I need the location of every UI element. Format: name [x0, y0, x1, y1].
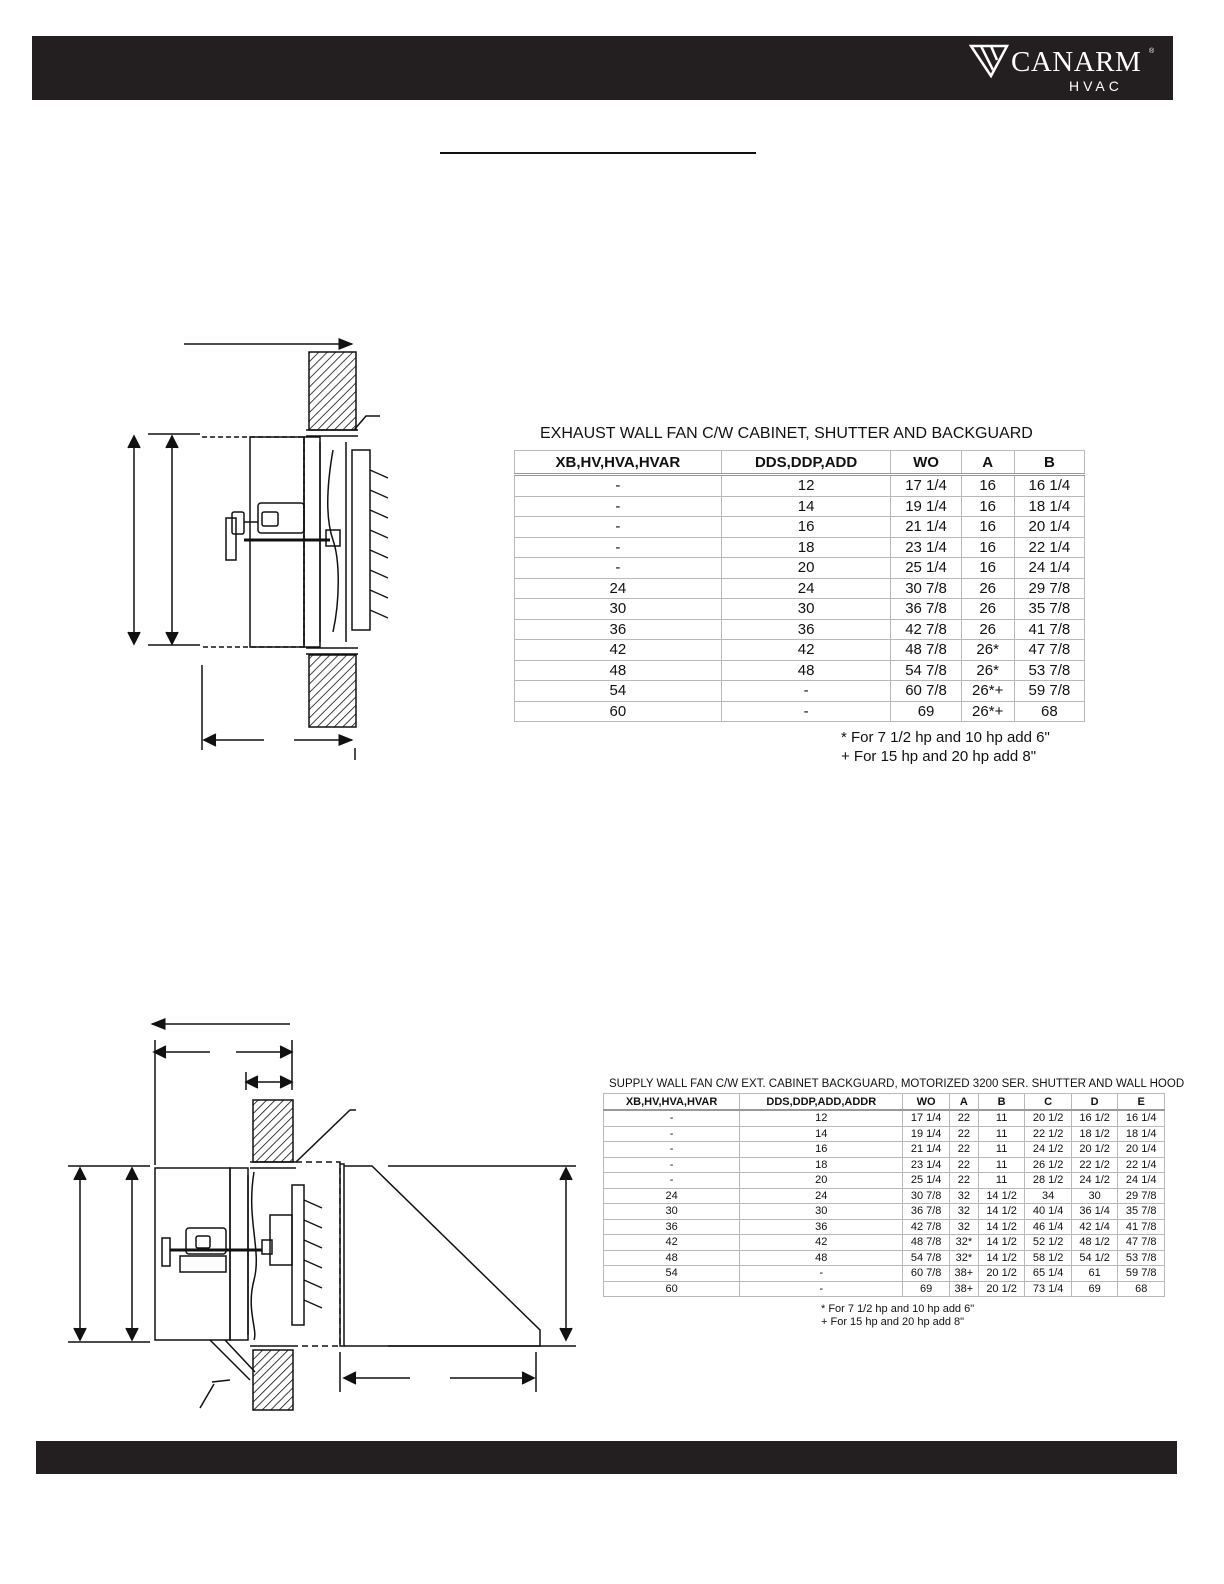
table-cell: 16 1/4: [1014, 475, 1084, 497]
table-cell: 16: [961, 537, 1014, 558]
table-cell: 21 1/4: [891, 517, 961, 538]
table-row: [515, 517, 1085, 538]
table-cell: 32: [949, 1219, 978, 1235]
table-cell: 41 7/8: [1014, 619, 1084, 640]
supply-fan-table: [603, 1093, 1165, 1297]
exhaust-note-1: * For 7 1/2 hp and 10 hp add 6": [841, 729, 1050, 746]
column-header: WO: [903, 1094, 950, 1111]
table-cell: 42 7/8: [903, 1219, 950, 1235]
table-cell: 38+: [949, 1281, 978, 1297]
table-row: [515, 558, 1085, 579]
table-cell: 14 1/2: [978, 1188, 1025, 1204]
table-cell: 23 1/4: [903, 1157, 950, 1173]
table-cell: 48 7/8: [903, 1235, 950, 1251]
table-cell: 26*+: [961, 681, 1014, 702]
table-cell: 20: [721, 558, 891, 579]
table-cell: 26 1/2: [1025, 1157, 1072, 1173]
table-cell: 36 7/8: [891, 599, 961, 620]
table-cell: 46 1/4: [1025, 1219, 1072, 1235]
table-cell: 24 1/2: [1071, 1173, 1118, 1189]
table-cell: 30: [515, 599, 722, 620]
table-cell: 20 1/2: [978, 1281, 1025, 1297]
table-cell: 22 1/2: [1071, 1157, 1118, 1173]
column-header: WO: [891, 451, 961, 475]
table-cell: 60 7/8: [891, 681, 961, 702]
table-cell: 11: [978, 1126, 1025, 1142]
table-row: [604, 1173, 1165, 1189]
table-row: [515, 660, 1085, 681]
table-cell: 24 1/2: [1025, 1142, 1072, 1158]
table-cell: 54: [515, 681, 722, 702]
table-cell: 20 1/2: [1071, 1142, 1118, 1158]
table-cell: 18 1/4: [1118, 1126, 1165, 1142]
table-cell: 16: [961, 517, 1014, 538]
supply-table-notes: [821, 1303, 1184, 1329]
table-cell: 29 7/8: [1118, 1188, 1165, 1204]
table-cell: 11: [978, 1110, 1025, 1126]
column-header: E: [1118, 1094, 1165, 1111]
table-cell: 20: [740, 1173, 903, 1189]
table-row: [515, 475, 1085, 497]
table-cell: 54: [604, 1266, 740, 1282]
registered-mark: ®: [1149, 48, 1155, 55]
column-header: XB,HV,HVA,HVAR: [604, 1094, 740, 1111]
table-cell: -: [721, 701, 891, 722]
footer-bar: [36, 1441, 1177, 1474]
column-header: DDS,DDP,ADD,ADDR: [740, 1094, 903, 1111]
column-header: XB,HV,HVA,HVAR: [515, 451, 722, 475]
table-cell: -: [604, 1110, 740, 1126]
table-row: [604, 1235, 1165, 1251]
table-cell: 12: [740, 1110, 903, 1126]
table-cell: 11: [978, 1142, 1025, 1158]
table-cell: 68: [1118, 1281, 1165, 1297]
table-cell: 19 1/4: [891, 496, 961, 517]
table-cell: 30: [604, 1204, 740, 1220]
exhaust-fan-table-block: [514, 424, 1085, 766]
column-header: C: [1025, 1094, 1072, 1111]
brand-sub: HVAC: [1069, 78, 1123, 94]
table-cell: 24 1/4: [1014, 558, 1084, 579]
table-cell: -: [604, 1142, 740, 1158]
exhaust-fan-drawing: [128, 344, 388, 760]
table-cell: 16 1/4: [1118, 1110, 1165, 1126]
exhaust-table-notes: [841, 728, 1085, 766]
table-cell: 14: [721, 496, 891, 517]
table-cell: 48: [740, 1250, 903, 1266]
table-cell: 36: [721, 619, 891, 640]
table-cell: 18: [721, 537, 891, 558]
table-cell: 42 1/4: [1071, 1219, 1118, 1235]
table-cell: 17 1/4: [891, 475, 961, 497]
table-cell: 58 1/2: [1025, 1250, 1072, 1266]
table-cell: 26: [961, 599, 1014, 620]
table-cell: 68: [1014, 701, 1084, 722]
table-cell: 25 1/4: [891, 558, 961, 579]
table-cell: 23 1/4: [891, 537, 961, 558]
table-cell: 35 7/8: [1014, 599, 1084, 620]
table-cell: 69: [891, 701, 961, 722]
table-cell: 20 1/2: [978, 1266, 1025, 1282]
column-header: A: [949, 1094, 978, 1111]
table-row: [604, 1281, 1165, 1297]
table-cell: -: [515, 517, 722, 538]
table-cell: -: [721, 681, 891, 702]
table-cell: 26*: [961, 660, 1014, 681]
table-cell: 16: [721, 517, 891, 538]
table-cell: 22: [949, 1126, 978, 1142]
table-cell: 30 7/8: [891, 578, 961, 599]
table-cell: 26: [961, 578, 1014, 599]
table-row: [515, 496, 1085, 517]
table-cell: 36 7/8: [903, 1204, 950, 1220]
table-cell: 60 7/8: [903, 1266, 950, 1282]
table-cell: 16 1/2: [1071, 1110, 1118, 1126]
table-cell: 22: [949, 1110, 978, 1126]
table-cell: -: [740, 1281, 903, 1297]
table-cell: 54 7/8: [891, 660, 961, 681]
table-cell: 30: [721, 599, 891, 620]
table-row: [604, 1250, 1165, 1266]
table-cell: 42: [721, 640, 891, 661]
table-row: [515, 619, 1085, 640]
table-cell: 18 1/2: [1071, 1126, 1118, 1142]
table-cell: 36 1/4: [1071, 1204, 1118, 1220]
table-row: [604, 1157, 1165, 1173]
table-cell: 30: [740, 1204, 903, 1220]
table-cell: 24: [740, 1188, 903, 1204]
column-header: A: [961, 451, 1014, 475]
table-cell: 42 7/8: [891, 619, 961, 640]
table-cell: 48: [721, 660, 891, 681]
table-cell: 42: [740, 1235, 903, 1251]
table-cell: 18: [740, 1157, 903, 1173]
table-row: [515, 578, 1085, 599]
table-cell: 16: [961, 475, 1014, 497]
table-cell: 24: [604, 1188, 740, 1204]
table-cell: 26*: [961, 640, 1014, 661]
table-cell: -: [515, 475, 722, 497]
table-cell: 28 1/2: [1025, 1173, 1072, 1189]
table-cell: 16: [961, 496, 1014, 517]
table-cell: -: [604, 1173, 740, 1189]
table-cell: 12: [721, 475, 891, 497]
table-cell: 22: [949, 1173, 978, 1189]
table-cell: 22 1/2: [1025, 1126, 1072, 1142]
table-cell: 36: [604, 1219, 740, 1235]
table-cell: 11: [978, 1157, 1025, 1173]
table-cell: 53 7/8: [1118, 1250, 1165, 1266]
table-cell: 36: [515, 619, 722, 640]
exhaust-fan-table: [514, 450, 1085, 722]
table-cell: 60: [604, 1281, 740, 1297]
table-cell: 52 1/2: [1025, 1235, 1072, 1251]
table-row: [604, 1188, 1165, 1204]
table-cell: 41 7/8: [1118, 1219, 1165, 1235]
table-cell: 59 7/8: [1014, 681, 1084, 702]
table-cell: 30: [1071, 1188, 1118, 1204]
table-cell: 59 7/8: [1118, 1266, 1165, 1282]
table-cell: 65 1/4: [1025, 1266, 1072, 1282]
table-row: [515, 681, 1085, 702]
table-cell: 32: [949, 1204, 978, 1220]
table-cell: 69: [903, 1281, 950, 1297]
brand-name: CANARM: [1011, 46, 1142, 78]
table-cell: 32*: [949, 1250, 978, 1266]
supply-fan-table-block: [603, 1078, 1184, 1329]
table-cell: 20 1/4: [1118, 1142, 1165, 1158]
supply-note-2: + For 15 hp and 20 hp add 8": [821, 1316, 965, 1328]
table-row: [604, 1219, 1165, 1235]
table-row: [604, 1266, 1165, 1282]
table-cell: 24: [515, 578, 722, 599]
table-cell: 22: [949, 1142, 978, 1158]
table-cell: 16: [740, 1142, 903, 1158]
table-cell: 47 7/8: [1014, 640, 1084, 661]
table-cell: 24 1/4: [1118, 1173, 1165, 1189]
table-row: [604, 1142, 1165, 1158]
table-row: [604, 1204, 1165, 1220]
table-cell: 60: [515, 701, 722, 722]
table-cell: 73 1/4: [1025, 1281, 1072, 1297]
table-cell: 25 1/4: [903, 1173, 950, 1189]
table-cell: 48 1/2: [1071, 1235, 1118, 1251]
exhaust-table-title: EXHAUST WALL FAN C/W CABINET, SHUTTER AND BACKGUARD: [540, 425, 1033, 442]
table-cell: -: [515, 558, 722, 579]
table-row: [515, 701, 1085, 722]
table-row: [604, 1110, 1165, 1126]
table-cell: 14 1/2: [978, 1204, 1025, 1220]
table-cell: 26*+: [961, 701, 1014, 722]
table-cell: 29 7/8: [1014, 578, 1084, 599]
table-cell: 53 7/8: [1014, 660, 1084, 681]
table-cell: 24: [721, 578, 891, 599]
column-header: B: [1014, 451, 1084, 475]
table-cell: 20 1/2: [1025, 1110, 1072, 1126]
table-cell: -: [515, 496, 722, 517]
table-cell: 32: [949, 1188, 978, 1204]
table-cell: 54 7/8: [903, 1250, 950, 1266]
table-cell: 48: [515, 660, 722, 681]
table-cell: 18 1/4: [1014, 496, 1084, 517]
table-cell: 48: [604, 1250, 740, 1266]
supply-table-title: SUPPLY WALL FAN C/W EXT. CABINET BACKGUARD, MOTORIZED 3200 SER. SHUTTER AND WALL HOOD: [609, 1078, 1185, 1090]
column-header: D: [1071, 1094, 1118, 1111]
supply-fan-drawing: [68, 1024, 576, 1410]
table-cell: 40 1/4: [1025, 1204, 1072, 1220]
table-row: [515, 640, 1085, 661]
table-cell: 26: [961, 619, 1014, 640]
table-cell: 22 1/4: [1014, 537, 1084, 558]
table-cell: -: [740, 1266, 903, 1282]
table-cell: 38+: [949, 1266, 978, 1282]
table-cell: -: [604, 1126, 740, 1142]
table-cell: 42: [515, 640, 722, 661]
table-row: [604, 1126, 1165, 1142]
table-cell: 17 1/4: [903, 1110, 950, 1126]
table-cell: 34: [1025, 1188, 1072, 1204]
table-cell: 14 1/2: [978, 1219, 1025, 1235]
table-cell: 14 1/2: [978, 1250, 1025, 1266]
table-row: [515, 599, 1085, 620]
table-cell: 35 7/8: [1118, 1204, 1165, 1220]
table-cell: 20 1/4: [1014, 517, 1084, 538]
supply-note-1: * For 7 1/2 hp and 10 hp add 6": [821, 1303, 975, 1315]
table-cell: 54 1/2: [1071, 1250, 1118, 1266]
column-header: DDS,DDP,ADD: [721, 451, 891, 475]
table-cell: 21 1/4: [903, 1142, 950, 1158]
table-cell: 14 1/2: [978, 1235, 1025, 1251]
table-cell: 61: [1071, 1266, 1118, 1282]
table-cell: -: [604, 1157, 740, 1173]
column-header: B: [978, 1094, 1025, 1111]
table-cell: 22: [949, 1157, 978, 1173]
table-cell: 30 7/8: [903, 1188, 950, 1204]
table-cell: 69: [1071, 1281, 1118, 1297]
table-cell: 42: [604, 1235, 740, 1251]
table-cell: 32*: [949, 1235, 978, 1251]
table-cell: 14: [740, 1126, 903, 1142]
exhaust-note-2: + For 15 hp and 20 hp add 8": [841, 748, 1037, 765]
table-cell: 36: [740, 1219, 903, 1235]
table-cell: -: [515, 537, 722, 558]
table-cell: 48 7/8: [891, 640, 961, 661]
table-cell: 22 1/4: [1118, 1157, 1165, 1173]
table-cell: 19 1/4: [903, 1126, 950, 1142]
table-cell: 16: [961, 558, 1014, 579]
table-row: [515, 537, 1085, 558]
table-cell: 47 7/8: [1118, 1235, 1165, 1251]
table-cell: 11: [978, 1173, 1025, 1189]
